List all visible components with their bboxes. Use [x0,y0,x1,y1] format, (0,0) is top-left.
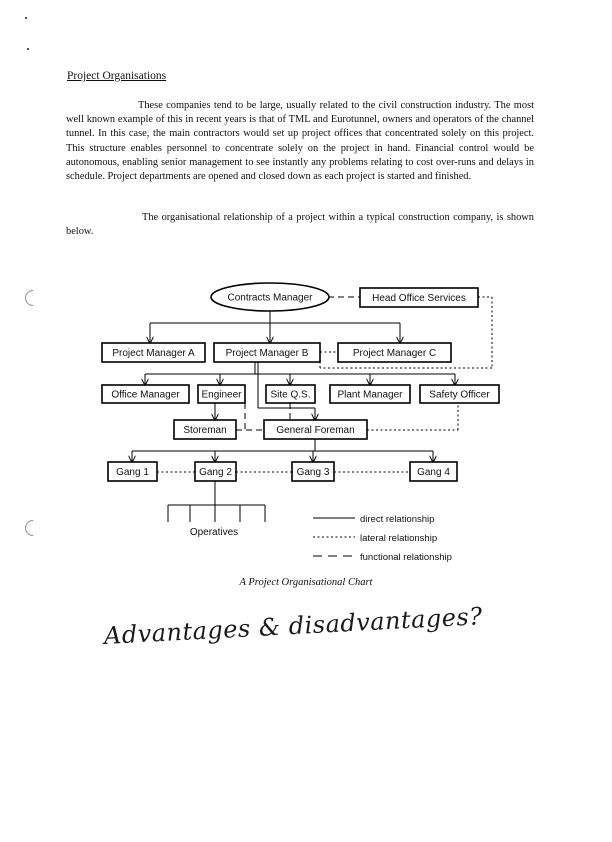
node-safety-officer [420,385,499,403]
node-gang-1 [108,462,157,481]
node-storeman-label: Storeman [183,425,227,436]
node-head-office-services-label: Head Office Services [372,293,466,304]
node-head-office-services [360,288,478,307]
node-site-qs-label: Site Q.S. [270,389,311,401]
node-gang-3-label: Gang 3 [296,467,330,478]
node-engineer-label: Engineer [201,389,242,401]
paragraph-intro: These companies tend to be large, usually related to the civil construction industry. The most well known example of this in recent years is that of TML and Eurotunnel, owners and operators of the channel tunnel. In this case, the main contractors would set up project offices that concentrated solely on this project. This structure enables personnel to concentrate solely on the project in hand. Financial control would be autonomous, enabling senior management to see instantly any problems relating to cost over-runs and delays in schedule. Project departments are opened and closed down as each project is started and finished. [66,100,534,183]
node-plant-manager-label: Plant Manager [337,389,403,401]
node-project-manager-c-label: Project Manager C [352,348,437,359]
legend-lateral-label: lateral relationship [360,533,438,544]
node-gang-4-label: Gang 4 [417,467,450,478]
node-plant-manager [330,385,410,403]
node-project-manager-b-label: Project Manager B [225,348,309,359]
node-contracts-manager-label: Contracts Manager [227,292,313,304]
node-site-qs [266,385,315,403]
node-gang-4 [410,462,457,481]
node-storeman [174,420,236,439]
node-contracts-manager [211,283,329,311]
node-office-manager [102,385,189,403]
node-office-manager-label: Office Manager [111,389,180,401]
node-project-manager-a-label: Project Manager A [112,348,195,359]
node-general-foreman [264,420,367,439]
node-safety-officer-label: Safety Officer [429,389,490,401]
node-project-manager-c [338,343,451,362]
node-engineer [198,385,245,403]
handwritten-note: Advantages & disadvantages? [103,602,484,650]
operatives-label: Operatives [189,527,239,538]
node-project-manager-b [214,343,320,362]
legend-direct-label: direct relationship [360,514,435,525]
chart-legend [313,514,452,563]
node-gang-2-label: Gang 2 [199,467,232,478]
node-project-manager-a [102,343,205,362]
node-general-foreman-label: General Foreman [276,425,355,436]
section-heading: Project Organisations [67,70,167,82]
node-gang-1-label: Gang 1 [116,467,149,478]
paragraph-chart-intro: The organisational relationship of a project within a typical construction company, is shown below. [66,212,534,238]
chart-caption: A Project Organisational Chart [239,577,373,588]
node-gang-3 [292,462,334,481]
node-gang-2 [195,462,236,481]
legend-functional-label: functional relationship [360,552,452,563]
